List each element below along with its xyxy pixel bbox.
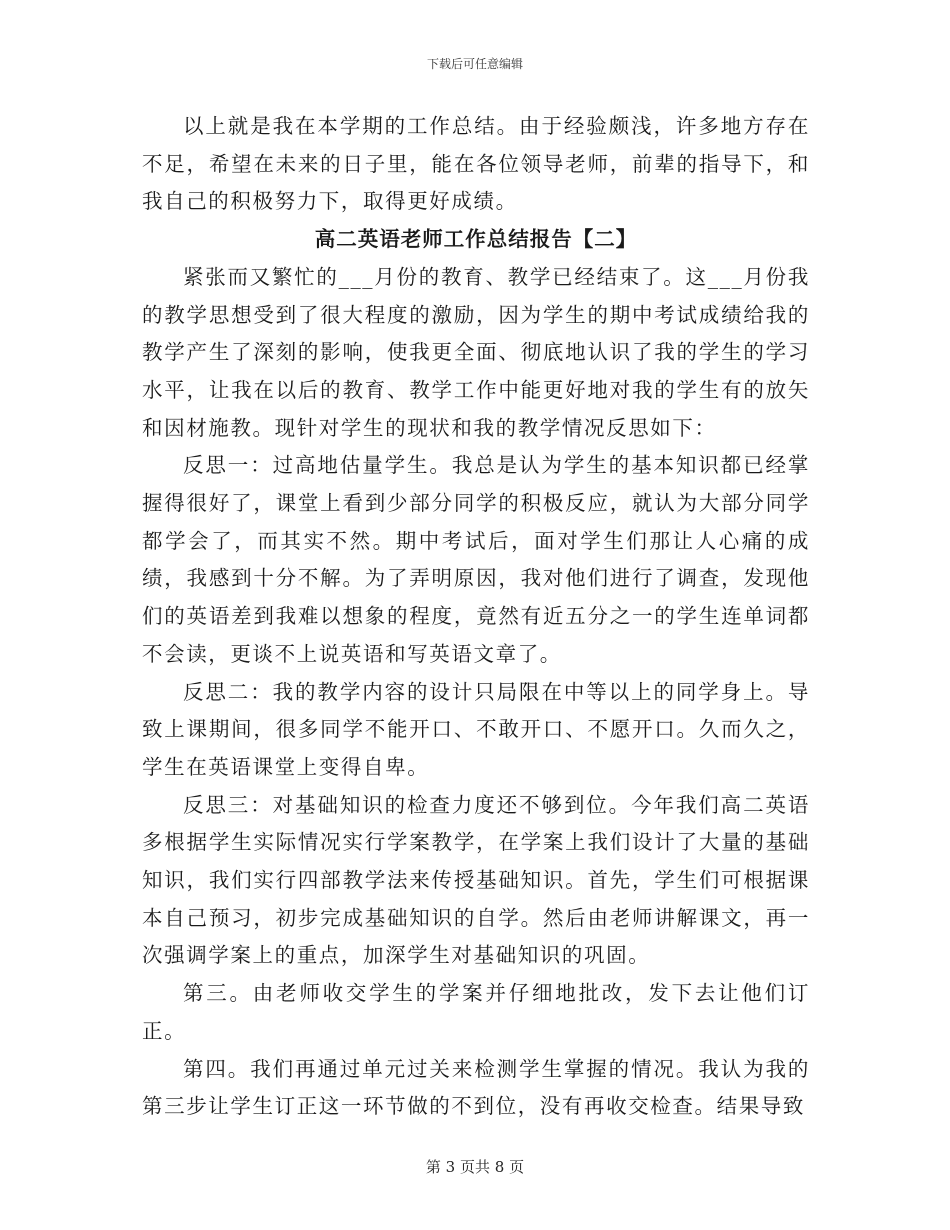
section-title: 高二英语老师工作总结报告【二】 <box>314 227 638 252</box>
intro-paragraph: 以上就是我在本学期的工作总结。由于经验颇浅，许多地方存在不足，希望在未来的日子里，能在各位领导老师，前辈的指导下，和我自己的积极努力下，取得更好成绩。 <box>142 114 810 214</box>
body-paragraph: 第四。我们再通过单元过关来检测学生掌握的情况。我认为我的第三步让学生订正这一环节做的不到位，没有再收交检查。结果导致 <box>142 1056 810 1119</box>
body-paragraph: 反思三：对基础知识的检查力度还不够到位。今年我们高二英语多根据学生实际情况实行学案教学，在学案上我们设计了大量的基础知识，我们实行四部教学法来传授基础知识。首先，学生们可根据课本自己预习，初步完成基础知识的自学。然后由老师讲解课文，再一次强调学案上的重点，加深学生对基础知识的巩固。 <box>142 792 810 968</box>
body-paragraph: 第三。由老师收交学生的学案并仔细地批改，发下去让他们订正。 <box>142 981 810 1043</box>
body-paragraph: 反思二：我的教学内容的设计只局限在中等以上的同学身上。导致上课期间，很多同学不能开口、不敢开口、不愿开口。久而久之，学生在英语课堂上变得自卑。 <box>142 679 810 779</box>
body-paragraph: 反思一：过高地估量学生。我总是认为学生的基本知识都已经掌握得很好了，课堂上看到少部分同学的积极反应，就认为大部分同学都学会了，而其实不然。期中考试后，面对学生们那让人心痛的成绩，我感到十分不解。为了弄明原因，我对他们进行了调查，发现他们的英语差到我难以想象的程度，竟然有近五分之一的学生连单词都不会读，更谈不上说英语和写英语文章了。 <box>142 453 810 666</box>
document-body <box>142 108 810 1126</box>
body-paragraph: 紧张而又繁忙的___月份的教育、教学已经结束了。这___月份我的教学思想受到了很大程度的激励，因为学生的期中考试成绩给我的教学产生了深刻的影响，使我更全面、彻底地认识了我的学生的学习水平，让我在以后的教育、教学工作中能更好地对我的学生有的放矢和因材施教。现针对学生的现状和我的教学情况反思如下： <box>142 264 810 440</box>
page-footer: 第 3 页共 8 页 <box>425 1158 525 1176</box>
page-header: 下载后可任意编辑 <box>426 57 523 71</box>
